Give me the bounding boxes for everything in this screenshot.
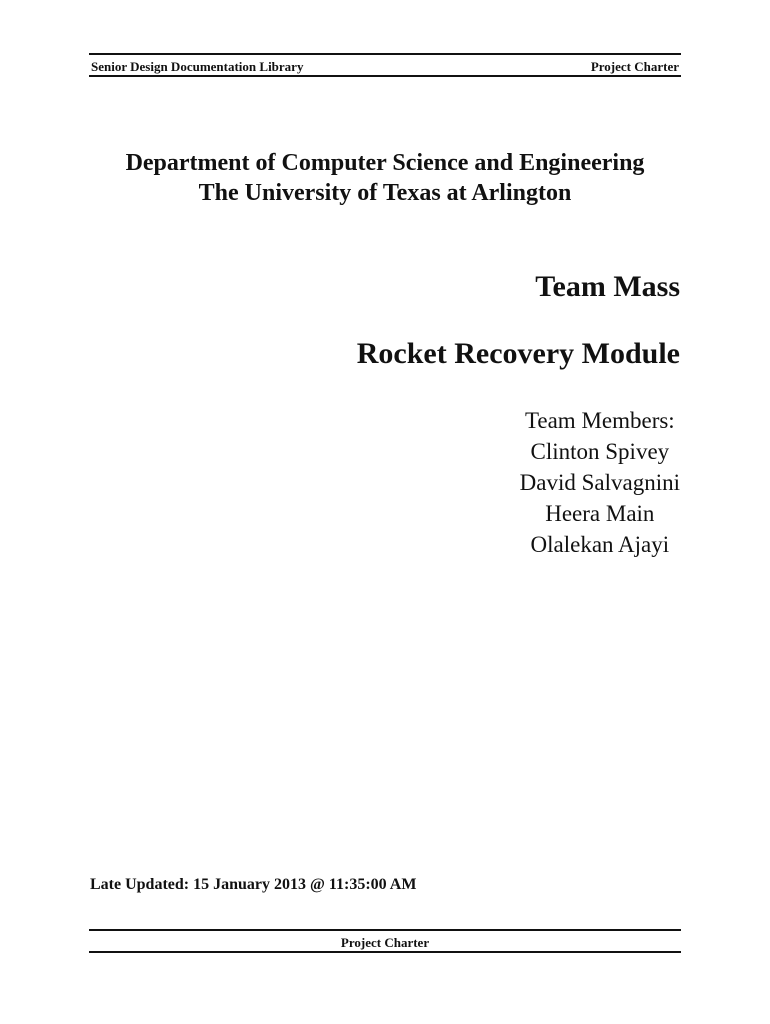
footer-document-type: Project Charter [340, 935, 430, 950]
project-name: Rocket Recovery Module [356, 337, 680, 370]
header-document-type: Project Charter [590, 59, 679, 74]
team-members [520, 405, 680, 560]
header-library-title: Senior Design Documentation Library [91, 59, 304, 74]
team-name: Team Mass [535, 270, 680, 303]
team-member: Olalekan Ajayi [530, 532, 670, 557]
team-member: David Salvagnini [519, 470, 680, 495]
university-name: The University of Texas at Arlington [198, 180, 572, 206]
department-heading [0, 148, 770, 208]
team-member: Clinton Spivey [530, 439, 670, 464]
page-footer [89, 929, 681, 953]
team-member: Heera Main [545, 501, 655, 526]
department-name: Department of Computer Science and Engineering [125, 150, 645, 176]
team-members-label: Team Members: [524, 408, 675, 433]
page-header [89, 53, 681, 77]
last-updated: Late Updated: 15 January 2013 @ 11:35:00 AM [90, 876, 417, 893]
